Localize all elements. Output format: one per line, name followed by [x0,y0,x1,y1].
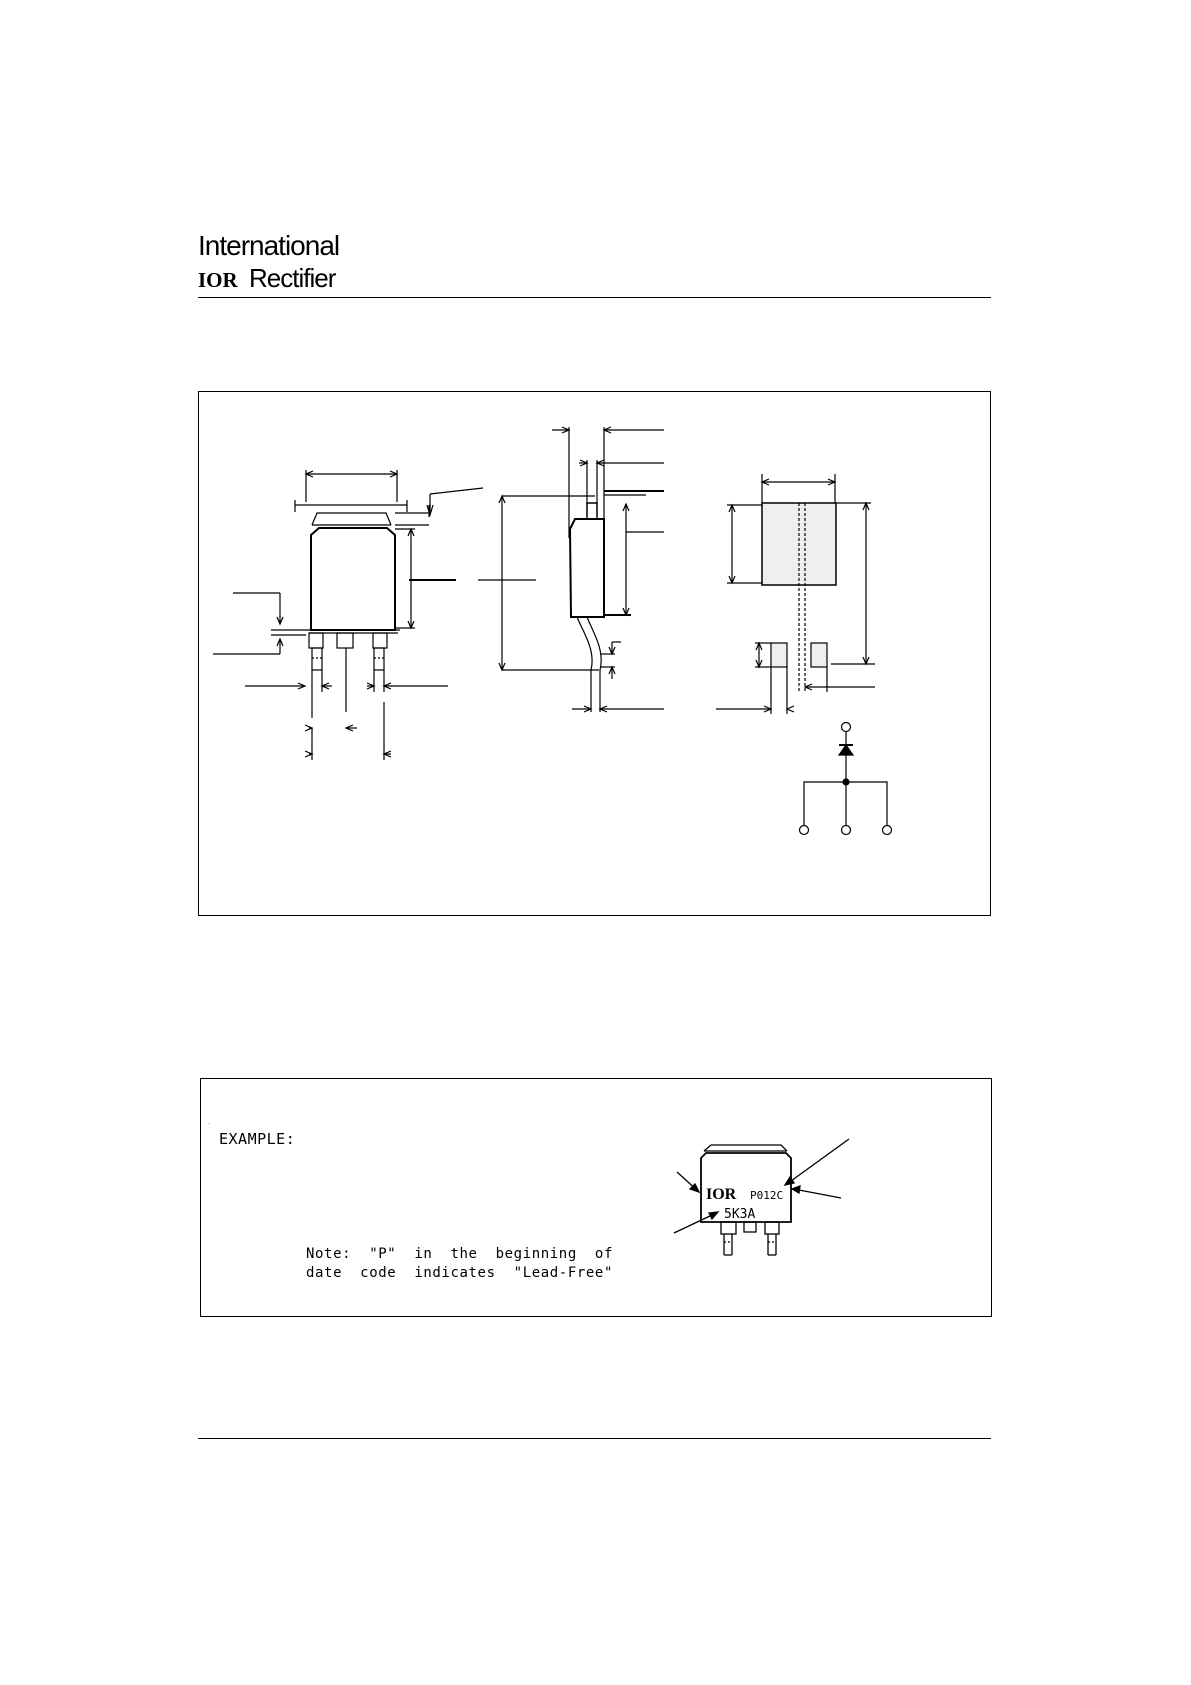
company-logo [195,228,355,298]
diode-schematic [800,723,892,835]
part-marking-date-code: 5K3A [724,1207,756,1222]
outline-svg [199,392,992,917]
note-line-1: Note: "P" in the beginning of [306,1246,613,1262]
front-view [213,470,487,760]
part-marking-box [200,1078,992,1317]
footprint-view [716,474,875,714]
side-view [478,427,664,712]
example-label: EXAMPLE: [219,1130,296,1148]
logo-mark-ior: IOR [198,268,238,292]
note-line-2: date code indicates "Lead-Free" [306,1265,613,1281]
header-rule [198,297,991,298]
footer-rule [198,1438,991,1439]
logo-word-rectifier: Rectifier [249,263,336,293]
stray-mark: · [208,1121,210,1127]
logo-word-international: International [198,230,340,261]
package-outline-drawing [198,391,991,916]
marked-part-illustration [201,1079,993,1318]
part-marking-code: P012C [750,1189,784,1202]
part-marking-logo: IOR [706,1186,737,1203]
